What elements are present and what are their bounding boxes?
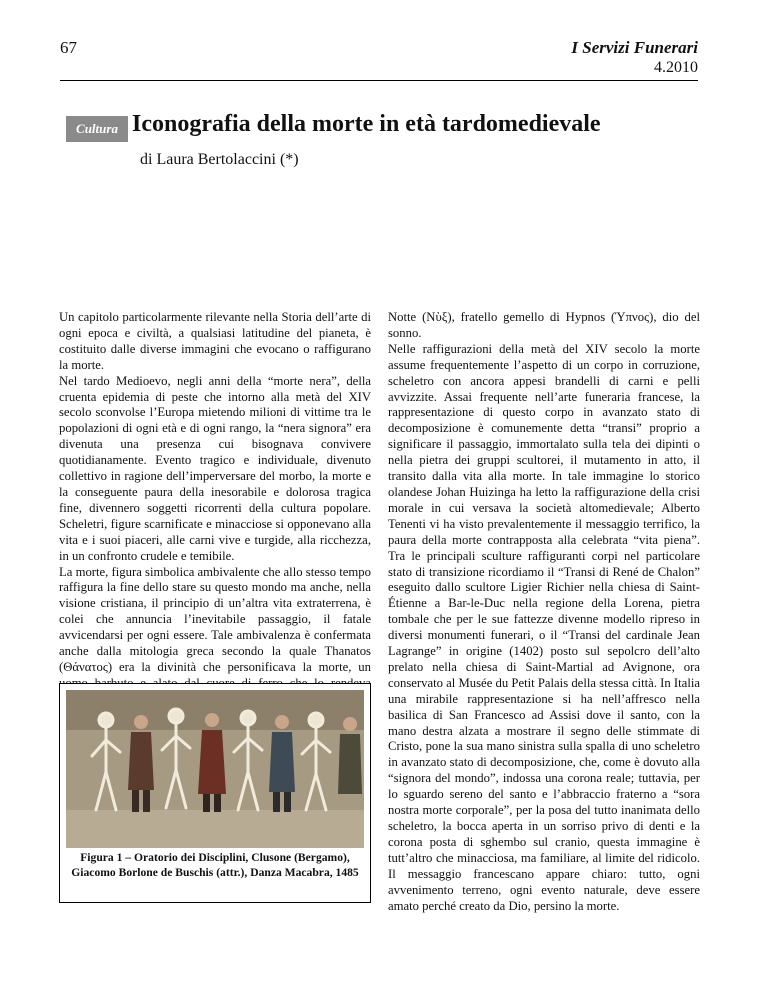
section-tag: Cultura xyxy=(66,116,128,142)
page-number: 67 xyxy=(60,38,77,57)
article-author: di Laura Bertolaccini (*) xyxy=(140,151,299,168)
danza-macabra-fresco xyxy=(66,690,364,848)
header-rule xyxy=(60,80,698,81)
figure-caption: Figura 1 – Oratorio dei Disciplini, Clusone (Bergamo), Giacomo Borlone de Buschis (attr.), Danza Macabra, 1485 xyxy=(71,851,359,879)
paragraph: Un capitolo particolarmente rilevante nella Storia dell’arte di ogni epoca e civiltà, a qualsiasi latitudine del pianeta, è costituito dalle diverse immagini che evocano o raffigurano la morte. xyxy=(59,310,371,372)
paragraph: Nelle raffigurazioni della metà del XIV secolo la morte assume frequentemente l’aspetto di un corpo in corruzione, scheletro con ancora appesi brandelli di carni e pelli avvizzite. Assai frequente nell’arte funeraria francese, la rappresentazione di questo corpo in avanzato stato di decomposizione è comunemente detta “transi” proprio a significare il passaggio, immortalato sulla tela dei dipinti o nella pietra dei gruppi scultorei, il mutamento in atto, il transito dalla vita alla morte. In tale immagine lo storico olandese Johan Huizinga ha letto la raffigurazione della crisi morale in cui versava la società altomedievale; Alberto Tenenti vi ha visto prevalentemente il messaggio terrifico, la paura della morte contrapposta alla celebrata “vita piena”. Tra le principali sculture raffiguranti corpi nel particolare stato di transizione ricordiamo il “Transi di René de Chalon” eseguito dallo scultore Ligier Richier nella chiesa di Saint-Étienne a Bar-le-Duc nella regione della Lorena, pietra tombale che per le sue fattezze divenne modello ripreso in diversi monumenti funerari, o il “Transi del cardinale Jean Lagrange” in origine (1402) posto sul sepolcro dell’alto prelato nella chiesa di Saint-Martial ad Avignone, ora conservato al Musée du Petit Palais della stessa città. In Italia una mirabile rappresentazione si ha nell’affresco nella basilica di San Francesco ad Assisi dove il santo, con la mano destra alzata a mostrare il segno delle stimmate di Cristo, pone la sua mano sinistra sulla spalla di uno scheletro in avanzato stato di decomposizione, che, come è dovuto alla “signora del mondo”, indossa una corona reale; tuttavia, per lo sguardo sereno del santo e l’abbraccio fraterno a “sora nostra morte corporale”, per la posa del tutto inanimata dello scheletro, la bocca aperta in un sorriso privo di denti e la corona posta di sghembo sul cranio, questa immagine è tutt’altro che minacciosa, ma familiare, al limite del ridicolo. Il messaggio francescano appare chiaro: tutto, ogni avvenimento terreno, ogni evento naturale, deve essere amato perché creato da Dio, persino la morte. xyxy=(388,341,700,913)
right-column xyxy=(388,310,700,914)
paragraph: La morte, figura simbolica ambivalente che allo stesso tempo raffigura la fine dello stare su questo mondo ma anche, nella visione cristiana, il principio di un’altra vita extraterrena, è colei che annuncia l’inevitabile passaggio, il fatale avvicendarsi per ogni essere. Tale ambivalenza è confermata anche dalla mitologia greca secondo la quale Thanatos (Θάνατος) era la divinità che personificava la morte, un xyxy=(59,564,371,674)
journal-title: I Servizi Funerari xyxy=(571,38,698,57)
paragraph: Notte (Νὺξ), fratello gemello di Hypnos (Ύπνος), dio del sonno. xyxy=(388,310,700,340)
paragraph: Nel tardo Medioevo, negli anni della “morte nera”, della cruenta epidemia di peste che intorno alla metà del XIV secolo sconvolse l’Europa mietendo milioni di vittime tra le popolazioni di ogni età e di ogni rango, la “nera signora” era divenuta una presenza cui bisognava convivere quotidianamente. Evento tragico e individuale, divenuto collettivo in ragione dell’imperversare del morbo, la morte e la conseguente paura della inesorabile e dolorosa tragica fine, divennero soggetti ricorrenti della cultura popolare. Scheletri, figure scarnificate e minacciose si opponevano alla vita e i suoi piaceri, alle carni vive e turgide, alla ricchezza, in un confronto crudele e temibile. xyxy=(59,373,371,563)
left-column xyxy=(59,310,371,724)
article-title: Iconografia della morte in età tardomedievale xyxy=(132,111,601,137)
issue-number: 4.2010 xyxy=(654,59,698,76)
